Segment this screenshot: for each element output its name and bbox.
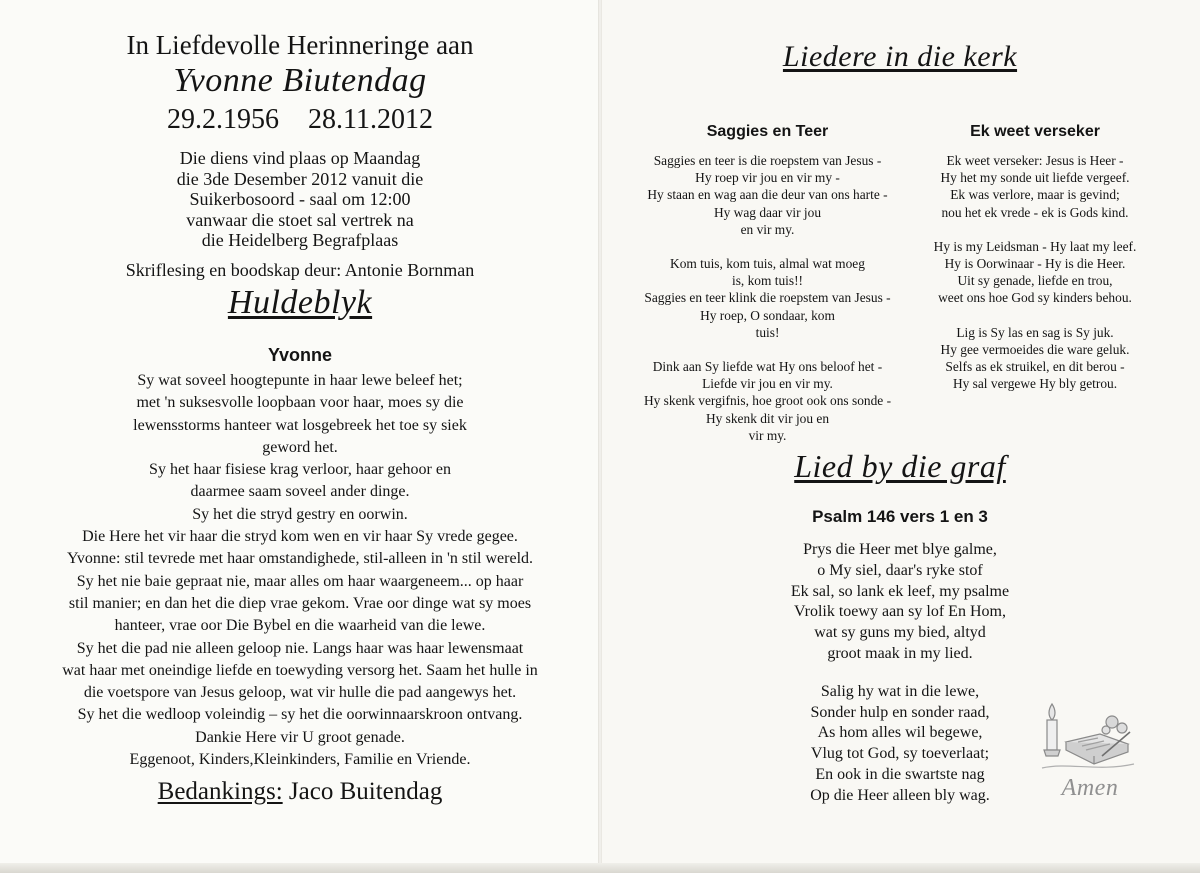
lyric-line: tuis! [755, 324, 780, 340]
lyric-line: Saggies en teer klink die roepstem van Jesus - [644, 290, 891, 306]
lyric-line: Ek weet verseker: Jesus is Heer - [946, 153, 1124, 168]
song1-title: Saggies en Teer [706, 123, 829, 140]
amen-word: Amen [1061, 775, 1119, 801]
song2-stanza [880, 238, 1190, 307]
service-line: die Heidelberg Begrafplaas [201, 230, 399, 250]
song1-stanza [610, 255, 925, 341]
tribute-line: Sy het haar fisiese krag verloor, haar gehoor en [149, 461, 451, 479]
tribute-line: stil manier; en dan het die diep vrae gekom. Vrae oor dinge wat sy moes [68, 594, 532, 612]
tribute-title: Yvonne [267, 345, 333, 365]
tribute-line: Yvonne: stil tevrede met haar omstandighede, stil-alleen in 'n stil wereld. [66, 550, 534, 568]
tribute-line: wat haar met oneindige liefde en toewyding versorg het. Saam het hulle in [62, 661, 538, 679]
paper-edge [0, 863, 1200, 873]
thanks-label: Bedankings: [157, 778, 283, 805]
lyric-line: Hy sal vergewe Hy bly getrou. [952, 376, 1118, 392]
song1-stanza [610, 358, 925, 444]
tribute-line: lewensstorms hanteer wat losgebreek het toe sy siek [133, 416, 467, 434]
lyric-line: is, kom tuis!! [731, 273, 804, 289]
lyric-line: Liefde vir jou en vir my. [702, 376, 833, 392]
psalm-line: o My siel, daar's ryke stof [817, 561, 983, 579]
lyric-line: Ek was verlore, maar is gevind; [950, 187, 1120, 203]
song2-stanza [880, 324, 1190, 393]
tribute-line: Sy het die stryd gestry en oorwin. [192, 505, 408, 523]
service-line: Suikerbosoord - saal om 12:00 [189, 189, 411, 209]
tribute-line: geword het. [262, 438, 338, 456]
thanks-line [60, 778, 540, 806]
psalm-line: Salig hy wat in die lewe, [820, 682, 980, 700]
psalm-line: wat sy guns my bied, altyd [814, 624, 986, 642]
song1-lyrics [610, 152, 925, 444]
lyric-line: Hy het my sonde uit liefde vergeef. [940, 170, 1130, 186]
tribute-line: Sy het nie baie gepraat nie, maar alles om haar waargeneem... op haar [76, 572, 524, 590]
lyric-line: Uit sy genade, liefde en trou, [957, 273, 1113, 289]
song2-title: Ek weet verseker [970, 123, 1100, 140]
lyric-line: en vir my. [740, 221, 795, 237]
service-line: vanwaar die stoet sal vertrek na [186, 209, 414, 230]
psalm-stanza [700, 540, 1100, 665]
psalm-line: Op die Heer alleen bly wag. [810, 786, 990, 804]
lyric-line: Lig is Sy las en sag is Sy juk. [956, 324, 1114, 340]
tribute-line: Sy het die wedloop voleindig – sy het die oorwinnaarskroon ontvang. [77, 706, 523, 724]
psalm-line: En ook in die swartste nag [815, 765, 985, 783]
deceased-name: Yvonne Biutendag [173, 62, 427, 99]
lyric-line: vir my. [748, 427, 787, 443]
lyric-line: Hy gee vermoeides die ware geluk. [940, 341, 1130, 357]
psalm-line: As hom alles wil begewe, [817, 724, 983, 742]
psalm-line: Sonder hulp en sonder raad, [810, 703, 990, 721]
tribute-line: Eggenoot, Kinders,Kleinkinders, Familie en Vriende. [129, 751, 471, 769]
tribute-line: Sy het die pad nie alleen geloop nie. Langs haar was haar lewensmaat [76, 639, 524, 657]
psalm-line: Prys die Heer met blye galme, [803, 541, 997, 558]
tribute-line: Sy wat soveel hoogtepunte in haar lewe beleef het; [137, 372, 463, 389]
tribute-line: Die Here het vir haar die stryd kom wen en vir haar Sy vrede gegee. [82, 528, 518, 546]
psalm-line: groot maak in my lied. [827, 644, 973, 662]
psalm-line: Vrolik toewy aan sy lof En Hom, [794, 603, 1006, 621]
psalm-line: Vlug tot God, sy toeverlaat; [810, 745, 990, 763]
tribute-line: met 'n suksesvolle loopbaan voor haar, moes sy die [136, 394, 464, 412]
lyric-line: Hy is Oorwinaar - Hy is die Heer. [944, 256, 1126, 272]
service-line: die 3de Desember 2012 vanuit die [176, 168, 424, 189]
lyric-line: Selfs as ek struikel, en dit berou - [945, 359, 1125, 375]
lyric-line: Kom tuis, kom tuis, almal wat moeg [670, 256, 865, 272]
hymns-heading: Liedere in die kerk [782, 40, 1018, 73]
grave-heading: Lied by die graf [794, 448, 1006, 484]
lyric-line: Hy is my Leidsman - Hy laat my leef. [933, 238, 1137, 254]
song2-lyrics [880, 152, 1190, 392]
lyric-line: Hy wag daar vir jou [713, 204, 822, 220]
tribute-text [20, 370, 580, 771]
lyric-line: Hy roep vir jou en vir my - [695, 170, 840, 186]
lyric-line: Dink aan Sy liefde wat Hy ons beloof het - [652, 359, 883, 375]
candle-bible-illustration [1038, 698, 1136, 778]
reading-line: Skriflesing en boodskap deur: Antonie Bornman [125, 260, 475, 280]
tribute-heading: Huldeblyk [227, 284, 373, 321]
service-details [60, 148, 540, 251]
service-line: Die diens vind plaas op Maandag [179, 148, 421, 168]
life-dates: 29.2.1956 28.11.2012 [167, 104, 433, 135]
lyric-line: Hy skenk dit vir jou en [705, 410, 830, 426]
lyric-line: Hy roep, O sondaar, kom [700, 307, 835, 323]
tribute-line: daarmee saam soveel ander dinge. [190, 483, 410, 501]
tribute-line: die voetspore van Jesus geloop, wat vir hulle die pad aangewys het. [83, 684, 517, 702]
lyric-line: Hy staan en wag aan die deur van ons harte - [647, 187, 888, 203]
center-fold [598, 0, 602, 873]
psalm-line: Ek sal, so lank ek leef, my psalme [790, 582, 1010, 600]
tribute-line: hanteer, vrae oor Die Bybel en die waarheid van die lewe. [114, 617, 486, 635]
song2-stanza [880, 152, 1190, 221]
psalm-title: Psalm 146 vers 1 en 3 [812, 507, 988, 526]
tribute-line: Dankie Here vir U groot genade. [195, 728, 405, 746]
lyric-line: Hy skenk vergifnis, hoe groot ook ons sonde - [643, 393, 892, 409]
lyric-line: nou het ek vrede - ek is Gods kind. [941, 204, 1129, 220]
lyric-line: Saggies en teer is die roepstem van Jesus - [653, 153, 882, 168]
lyric-line: weet ons hoe God sy kinders behou. [938, 290, 1132, 306]
thanks-name: Jaco Buitendag [288, 778, 443, 805]
song1-stanza [610, 152, 925, 238]
intro-title: In Liefdevolle Herinneringe aan [126, 30, 474, 60]
